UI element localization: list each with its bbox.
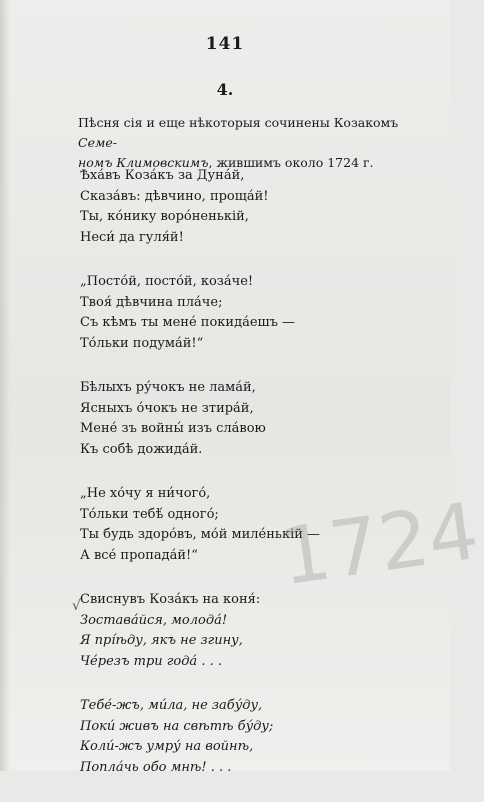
poem-line: Коли́-жъ умру́ на войнѣ,	[80, 739, 254, 754]
header-note-line-1	[78, 113, 428, 153]
stanza-5	[80, 590, 420, 672]
poem-line: Ѣха́въ Коза́къ за Дуна́й,	[80, 168, 245, 183]
header-note-text: , жившимъ около 1724 г.	[208, 155, 374, 170]
poem-line: Зостава́йся, молода́!	[80, 612, 228, 628]
poem-line: Поки́ живъ на свѣтѣ бу́ду;	[80, 718, 274, 734]
poem-line: „Посто́й, посто́й, коза́че!	[80, 274, 254, 289]
check-mark: √	[72, 598, 81, 614]
poem-line: Къ собѣ дожида́й.	[80, 441, 203, 457]
handwritten-year-mark: 1724	[274, 486, 484, 604]
poem-line: Я прі́ѣду, якъ не згину,	[80, 633, 243, 648]
poem-line: Сказа́въ: дѣвчино, проща́й!	[80, 188, 269, 204]
header-note-text: Пѣсня сія и еще нѣкоторыя сочинены Козакомъ	[78, 115, 399, 130]
poem-line: Ясныхъ о́чокъ не зтира́й,	[80, 400, 254, 416]
stanza-6	[80, 696, 420, 778]
poem-line: Свиснувъ Коза́къ на коня́:	[80, 592, 261, 607]
poem-line: Че́резъ три года́ . . .	[80, 653, 222, 669]
poem-line: Тебе́-жъ, ми́ла, не забу́ду,	[80, 698, 263, 713]
page-number: 141	[205, 34, 245, 54]
poem-line: То́льки подума́й!“	[80, 335, 204, 351]
page-edge-shadow	[0, 0, 10, 771]
poem-line: Мене́ зъ войны́ изъ сла́вою	[80, 421, 266, 436]
stanza-3	[80, 378, 420, 460]
poem-line: Ты будь здоро́въ, мо́й миле́нькій —	[80, 527, 321, 542]
poem-line: То́льки тебѣ́ одного́;	[80, 506, 219, 522]
header-note	[78, 113, 428, 173]
poem-line: Ты, ко́нику воро́ненькій,	[80, 209, 249, 224]
poem-line: Бѣлыхъ ру́чокъ не лама́й,	[80, 380, 256, 395]
poem-line: Неси́ да гуля́й!	[80, 229, 184, 245]
poem-line: Съ кѣмъ ты мене́ покида́ешъ —	[80, 315, 296, 330]
header-note-author-part: Семе-	[78, 135, 117, 150]
poem-line: Попла́чь обо мнѣ! . . .	[80, 759, 232, 775]
header-note-author-part: номъ Климовскимъ	[78, 155, 209, 170]
poem-line: „Не хо́чу я ни́чого́,	[80, 486, 211, 501]
poem-line: Твоя́ дѣвчина пла́че;	[80, 294, 223, 310]
stanza-1	[80, 166, 420, 248]
section-number: 4.	[216, 80, 234, 99]
poem	[80, 166, 420, 802]
poem-line: А все́ пропада́й!“	[80, 547, 198, 563]
stanza-2	[80, 272, 420, 354]
